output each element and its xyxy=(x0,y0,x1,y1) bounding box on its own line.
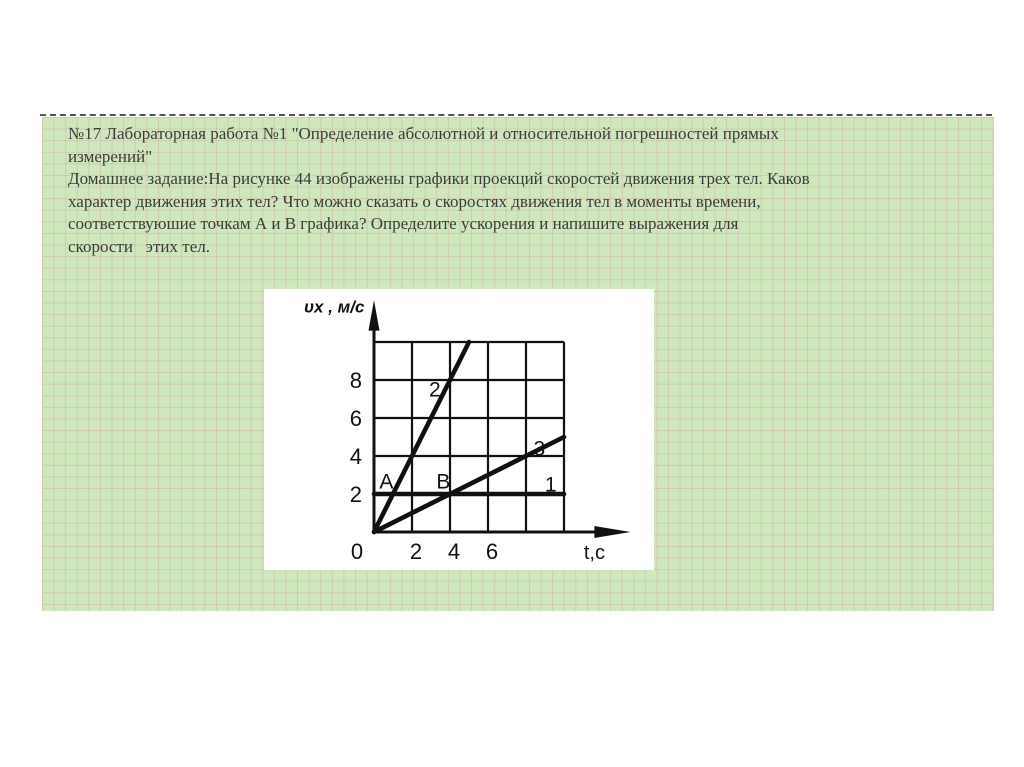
y-tick-label: 2 xyxy=(349,482,362,507)
velocity-graph-figure xyxy=(264,289,654,570)
task-line: характер движения этих тел? Что можно сказать о скоростях движения тел в моменты времени, xyxy=(68,191,761,211)
y-tick-label: 6 xyxy=(349,406,362,431)
series-label-3: 3 xyxy=(533,437,546,461)
x-tick-label: 0 xyxy=(350,539,364,564)
x-tick-label: 2 xyxy=(409,539,423,564)
task-line: №17 Лабораторная работа №1 "Определение абсолютной и относительной погрешностей прямых xyxy=(68,124,779,143)
x-axis-label: t,c xyxy=(583,542,605,564)
y-axis-arrow xyxy=(369,300,380,330)
y-tick-label: 4 xyxy=(349,444,362,469)
y-tick-label: 8 xyxy=(349,368,362,393)
x-axis-arrow xyxy=(594,526,630,538)
velocity-chart xyxy=(264,289,654,570)
series-label-1: 1 xyxy=(544,473,557,497)
dashed-separator xyxy=(40,114,992,116)
task-text xyxy=(68,123,968,258)
y-axis-label: υx , м/с xyxy=(304,297,365,317)
series-line-2 xyxy=(374,342,469,532)
x-tick-label: 4 xyxy=(447,539,461,564)
task-line: Домашнее задание:На рисунке 44 изображены графики проекций скоростей движения трех тел. Каков xyxy=(68,169,810,188)
point-label-B: B xyxy=(436,470,451,494)
x-tick-label: 6 xyxy=(485,539,499,564)
graph-paper-sheet xyxy=(42,117,994,611)
series-label-2: 2 xyxy=(428,378,441,402)
task-line: скорости этих тел. xyxy=(68,236,210,256)
point-label-A: A xyxy=(379,470,394,494)
task-line: измерений" xyxy=(68,146,153,166)
task-line: соответствуюшие точкам А и В графика? Определите ускорения и напишите выражения для xyxy=(68,214,739,233)
